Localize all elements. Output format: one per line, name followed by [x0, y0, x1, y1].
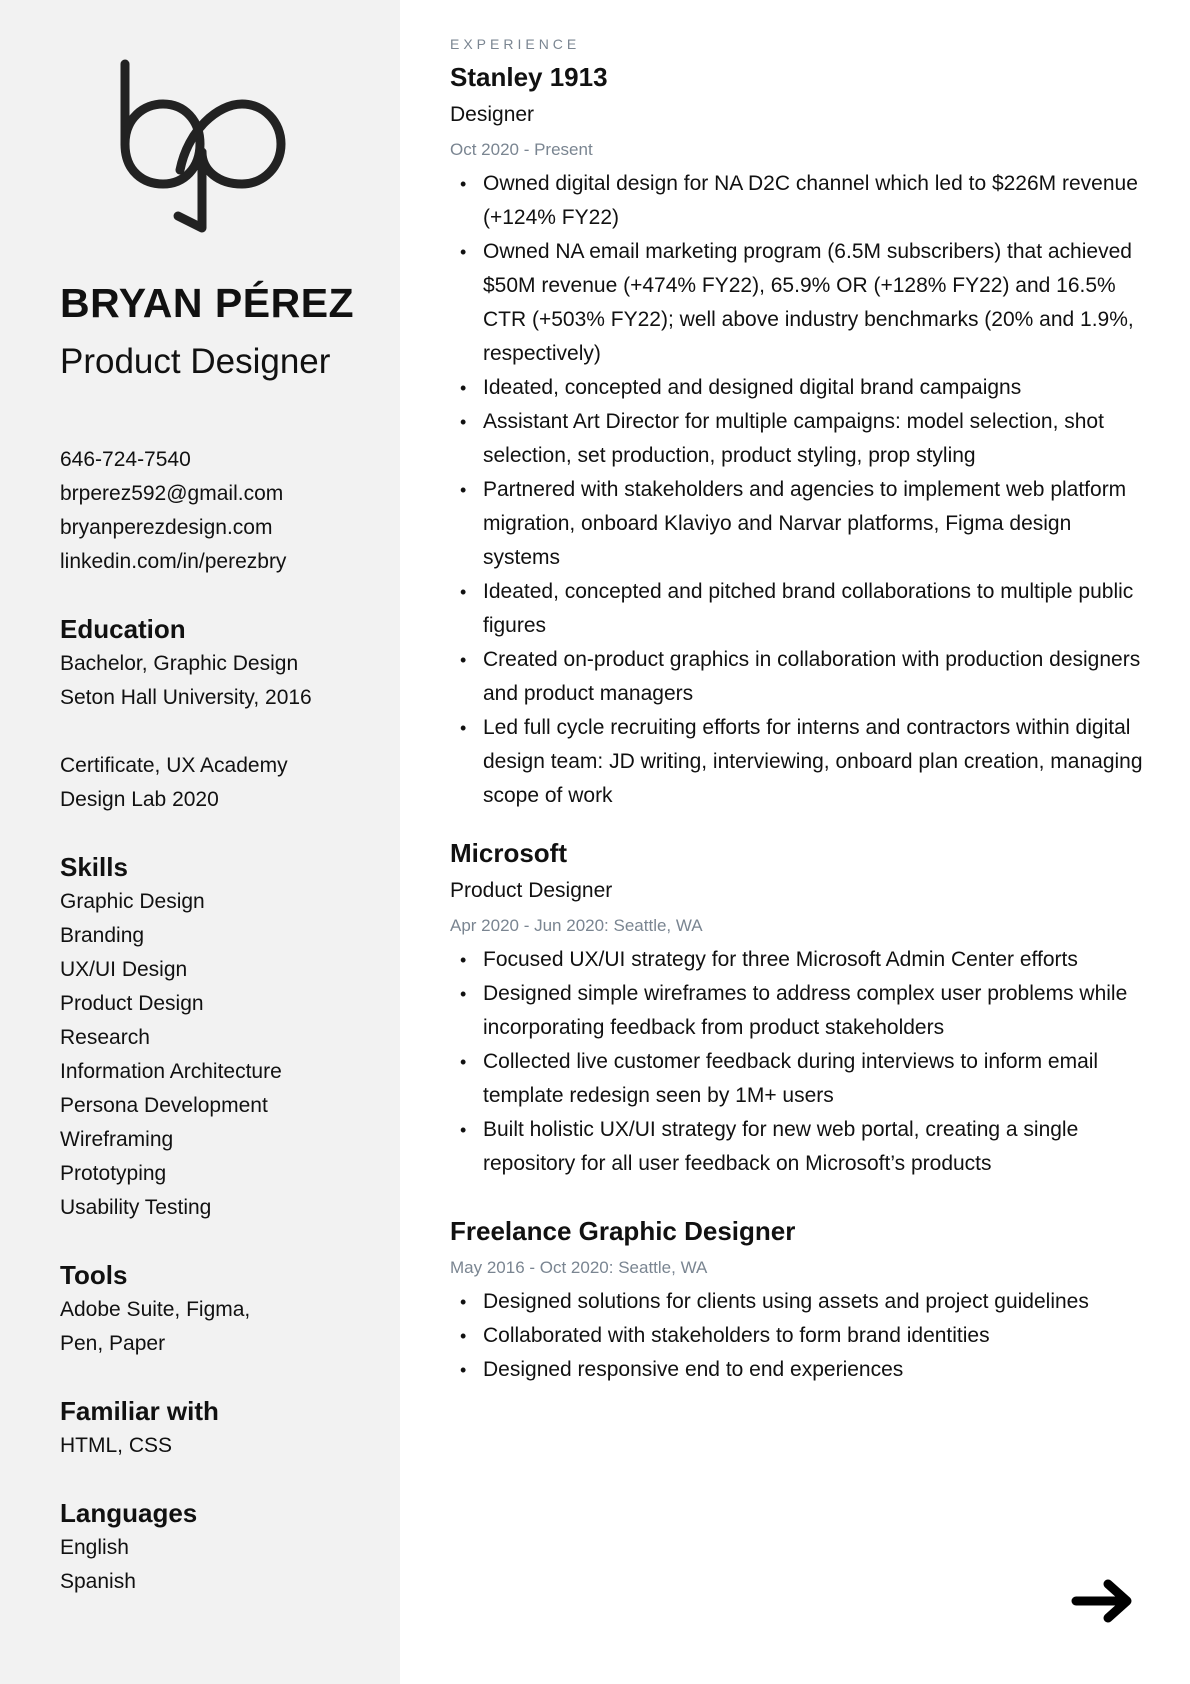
job-dates: May 2016 - Oct 2020: Seattle, WA [450, 1258, 708, 1277]
skill-item: Prototyping [60, 1162, 167, 1185]
email-link[interactable]: brperez592@gmail.com [60, 482, 284, 505]
bullet-item: • Owned digital design for NA D2C channel which led to $226M revenue (+124% FY22) [460, 172, 1138, 229]
education-entry-line: Design Lab 2020 [60, 788, 219, 811]
tools-line: Pen, Paper [60, 1332, 166, 1355]
company-name: Freelance Graphic Designer [450, 1216, 796, 1246]
skills-heading: Skills [60, 852, 128, 882]
bullet-item: • Led full cycle recruiting efforts for interns and contractors within digital design team: JD writing, interviewing, onboard plan creation, managing scope of work [460, 716, 1143, 807]
education-heading: Education [60, 614, 186, 644]
languages-section [60, 1497, 380, 1599]
job-entry-stanley [450, 61, 1150, 813]
experience-section-label: EXPERIENCE [450, 36, 581, 52]
bullet-item: • Designed solutions for clients using assets and project guidelines [460, 1290, 1089, 1313]
tools-section [60, 1259, 380, 1361]
bullet-item: • Collaborated with stakeholders to form brand identities [460, 1324, 990, 1347]
job-title: Product Designer [450, 879, 613, 902]
bullet-item: • Owned NA email marketing program (6.5M subscribers) that achieved $50M revenue (+474% FY22), 65.9% OR (+128% FY22) and 16.5% CTR (+503% FY22); well above industry benchmarks (20% and 1.9%, respectively) [460, 240, 1134, 365]
bullet-item: • Assistant Art Director for multiple campaigns: model selection, shot selection, set production, product styling, prop styling [460, 410, 1104, 467]
job-dates: Apr 2020 - Jun 2020: Seattle, WA [450, 916, 703, 935]
bullet-item: • Collected live customer feedback during interviews to inform email template redesign seen by 1M+ users [460, 1050, 1099, 1107]
education-entry-line: Seton Hall University, 2016 [60, 686, 312, 709]
bp-monogram-logo [118, 58, 288, 238]
education-entry-line: Bachelor, Graphic Design [60, 652, 299, 675]
skill-item: Research [60, 1026, 150, 1049]
familiar-section [60, 1395, 380, 1463]
skill-item: UX/UI Design [60, 958, 188, 981]
company-name: Microsoft [450, 838, 567, 868]
job-bullets [450, 943, 1150, 1181]
arrow-right-icon[interactable] [1070, 1578, 1134, 1624]
skill-item: Wireframing [60, 1128, 174, 1151]
skill-item: Graphic Design [60, 890, 205, 913]
skill-item: Persona Development [60, 1094, 268, 1117]
job-role: Product Designer [60, 342, 331, 381]
skills-section [60, 851, 380, 1225]
bullet-item: • Designed responsive end to end experiences [460, 1358, 904, 1381]
bullet-item: • Ideated, concepted and designed digital brand campaigns [460, 376, 1022, 399]
languages-heading: Languages [60, 1498, 198, 1528]
full-name: BRYAN PÉREZ [60, 280, 355, 326]
bullet-item: • Ideated, concepted and pitched brand collaborations to multiple public figures [460, 580, 1134, 637]
sidebar [0, 0, 400, 1684]
familiar-line: HTML, CSS [60, 1434, 173, 1457]
skill-item: Information Architecture [60, 1060, 282, 1083]
familiar-heading: Familiar with [60, 1396, 219, 1426]
bullet-item: • Built holistic UX/UI strategy for new web portal, creating a single repository for all user feedback on Microsoft’s products [460, 1118, 1079, 1175]
job-bullets [450, 167, 1150, 813]
skill-item: Usability Testing [60, 1196, 212, 1219]
phone-number[interactable]: 646-724-7540 [60, 448, 191, 471]
job-entry-freelance [450, 1215, 1150, 1387]
job-title: Designer [450, 103, 535, 126]
skill-item: Branding [60, 924, 145, 947]
tools-heading: Tools [60, 1260, 128, 1290]
bullet-item: • Focused UX/UI strategy for three Microsoft Admin Center efforts [460, 948, 1078, 971]
bullet-item: • Created on-product graphics in collaboration with production designers and product managers [460, 648, 1141, 705]
contact-info [60, 443, 380, 579]
tools-line: Adobe Suite, Figma, [60, 1298, 251, 1321]
job-bullets [450, 1285, 1150, 1387]
job-dates: Oct 2020 - Present [450, 140, 593, 159]
website-link[interactable]: bryanperezdesign.com [60, 516, 273, 539]
bullet-item: • Partnered with stakeholders and agencies to implement web platform migration, onboard Klaviyo and Narvar platforms, Figma design systems [460, 478, 1127, 569]
company-name: Stanley 1913 [450, 62, 608, 92]
language-item: English [60, 1536, 129, 1559]
education-entry-line: Certificate, UX Academy [60, 754, 288, 777]
bullet-item: • Designed simple wireframes to address complex user problems while incorporating feedback from product stakeholders [460, 982, 1128, 1039]
language-item: Spanish [60, 1570, 136, 1593]
job-entry-microsoft [450, 837, 1150, 1181]
skill-item: Product Design [60, 992, 204, 1015]
linkedin-link[interactable]: linkedin.com/in/perezbry [60, 550, 287, 573]
education-section [60, 613, 380, 817]
